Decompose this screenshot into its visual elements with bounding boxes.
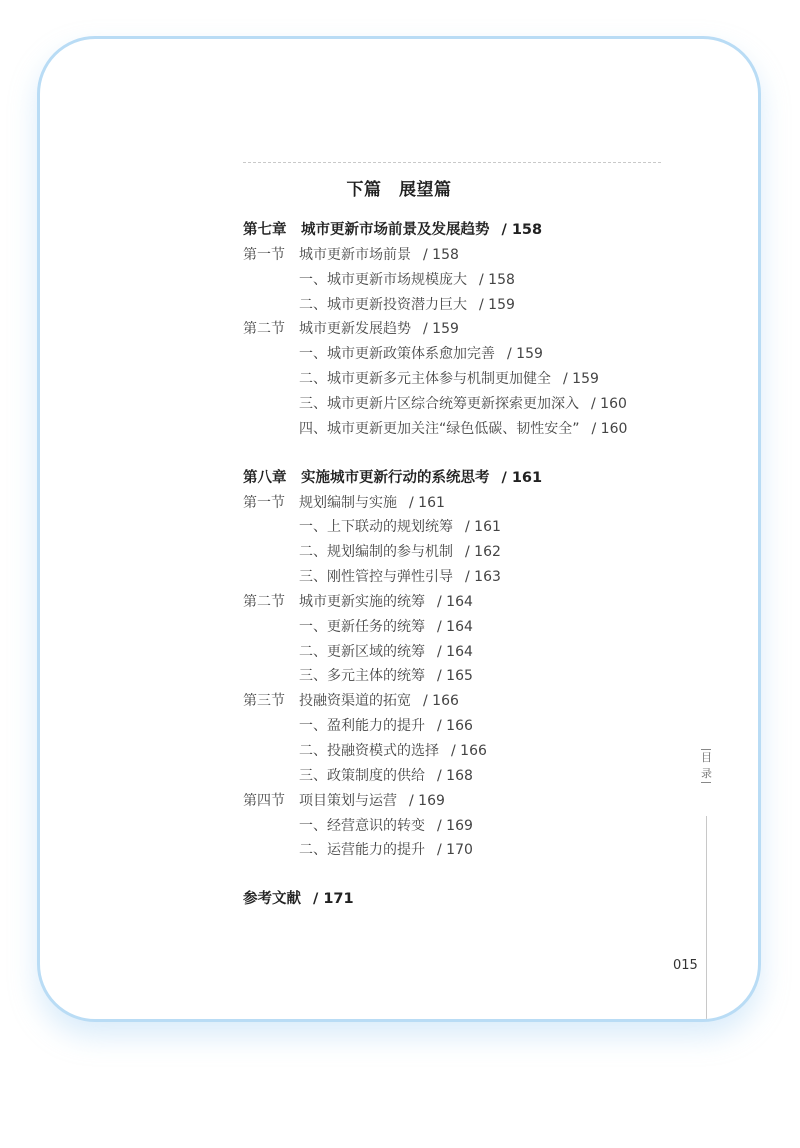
toc-page-ref: / 165 [437,668,473,685]
toc-label: 投融资渠道的拓宽 [299,693,411,710]
toc-item [243,295,515,315]
toc-label: 二、规划编制的参与机制 [299,544,453,561]
toc-label: 四、城市更新更加关注“绿色低碳、韧性安全” [299,420,580,437]
toc-item [243,542,501,562]
toc-section-key: 第一节 [243,494,285,511]
part-title: 下篇 展望篇 [346,180,452,200]
toc-label: 二、城市更新投资潜力巨大 [299,296,467,313]
toc-label: 第八章 实施城市更新行动的系统思考 [243,469,490,486]
sidebar-char-1: 目 [701,751,712,764]
toc-label: 二、投融资模式的选择 [299,743,439,759]
toc-page-ref: / 160 [591,420,628,437]
toc-section-key: 第三节 [243,693,285,710]
toc-item [243,567,501,587]
toc-item [243,419,627,439]
toc-item [243,840,473,860]
toc-page-ref: / 159 [507,346,543,363]
toc-item [243,666,473,686]
toc-section-key: 第一节 [243,246,285,263]
dotted-divider [243,162,661,163]
toc-label: 一、城市更新政策体系愈加完善 [299,346,495,363]
toc-page-ref: / 161 [501,469,543,486]
toc-label: 城市更新发展趋势 [299,321,411,338]
toc-item [243,517,501,537]
toc-label: 规划编制与实施 [299,494,397,511]
toc-section [243,319,459,339]
sidebar-vertical-line [706,816,707,1022]
toc-page-ref: / 163 [465,569,501,586]
toc-label: 一、更新任务的统筹 [299,618,425,635]
toc-page-ref: / 158 [423,246,459,263]
toc-label: 三、刚性管控与弹性引导 [299,569,453,586]
toc-section [243,493,445,513]
toc-page-ref: / 160 [591,395,627,412]
toc-chapter [243,220,542,240]
toc-section-key: 第四节 [243,792,285,809]
toc-chapter [243,468,542,488]
toc-item [243,369,599,389]
toc-label: 城市更新实施的统筹 [299,593,425,610]
toc-label: 参考文献 [243,891,301,908]
toc-page-ref: / 161 [409,494,445,511]
sidebar-contents-label [701,749,711,783]
toc-page-ref: / 166 [451,743,487,759]
toc-item [243,716,473,736]
toc-section-key: 第二节 [243,593,285,610]
toc-label: 三、多元主体的统筹 [299,668,425,685]
toc-section-key: 第二节 [243,321,285,338]
toc-page-ref: / 162 [465,544,501,561]
toc-page-ref: / 168 [437,767,473,784]
toc-label: 三、政策制度的供给 [299,767,425,784]
toc-label: 第七章 城市更新市场前景及发展趋势 [243,222,490,238]
toc-page-ref: / 169 [437,817,473,834]
toc-page-ref: / 159 [563,371,599,388]
toc-label: 城市更新市场前景 [299,246,411,263]
toc-item [243,766,473,786]
book-page [37,36,761,1022]
toc-page-ref: / 158 [501,222,543,238]
toc-chapter [243,889,354,909]
sidebar-char-2: 录 [701,767,712,780]
toc-section [243,691,459,711]
toc-page-ref: / 169 [409,792,445,809]
toc-page-ref: / 166 [437,718,473,735]
toc-page-ref: / 159 [423,321,459,338]
toc-label: 一、盈利能力的提升 [299,718,425,735]
toc-label: 一、城市更新市场规模庞大 [299,271,467,288]
toc-label: 二、城市更新多元主体参与机制更加健全 [299,371,551,388]
toc-item [243,344,543,364]
toc-item [243,741,487,761]
toc-item [243,816,473,836]
toc-section [243,592,473,612]
toc-page-ref: / 158 [479,271,515,288]
toc-item [243,270,515,290]
toc-label: 项目策划与运营 [299,792,397,809]
toc-label: 一、经营意识的转变 [299,817,425,834]
toc-page-ref: / 166 [423,693,459,710]
toc-page-ref: / 170 [437,842,473,859]
toc-page-ref: / 164 [437,593,473,610]
toc-page-ref: / 164 [437,643,473,660]
toc-section [243,245,459,265]
toc-section [243,791,445,811]
toc-label: 二、更新区域的统筹 [299,643,425,660]
toc-page-ref: / 161 [465,519,501,536]
toc-item [243,642,473,662]
page-number: 015 [673,958,698,973]
toc-page-ref: / 171 [313,891,354,908]
toc-item [243,617,473,637]
toc-page-ref: / 159 [479,296,515,313]
toc-page-ref: / 164 [437,618,473,635]
toc-item [243,394,627,414]
toc-label: 三、城市更新片区综合统筹更新探索更加深入 [299,395,579,412]
toc-label: 一、上下联动的规划统筹 [299,519,453,536]
toc-label: 二、运营能力的提升 [299,842,425,859]
